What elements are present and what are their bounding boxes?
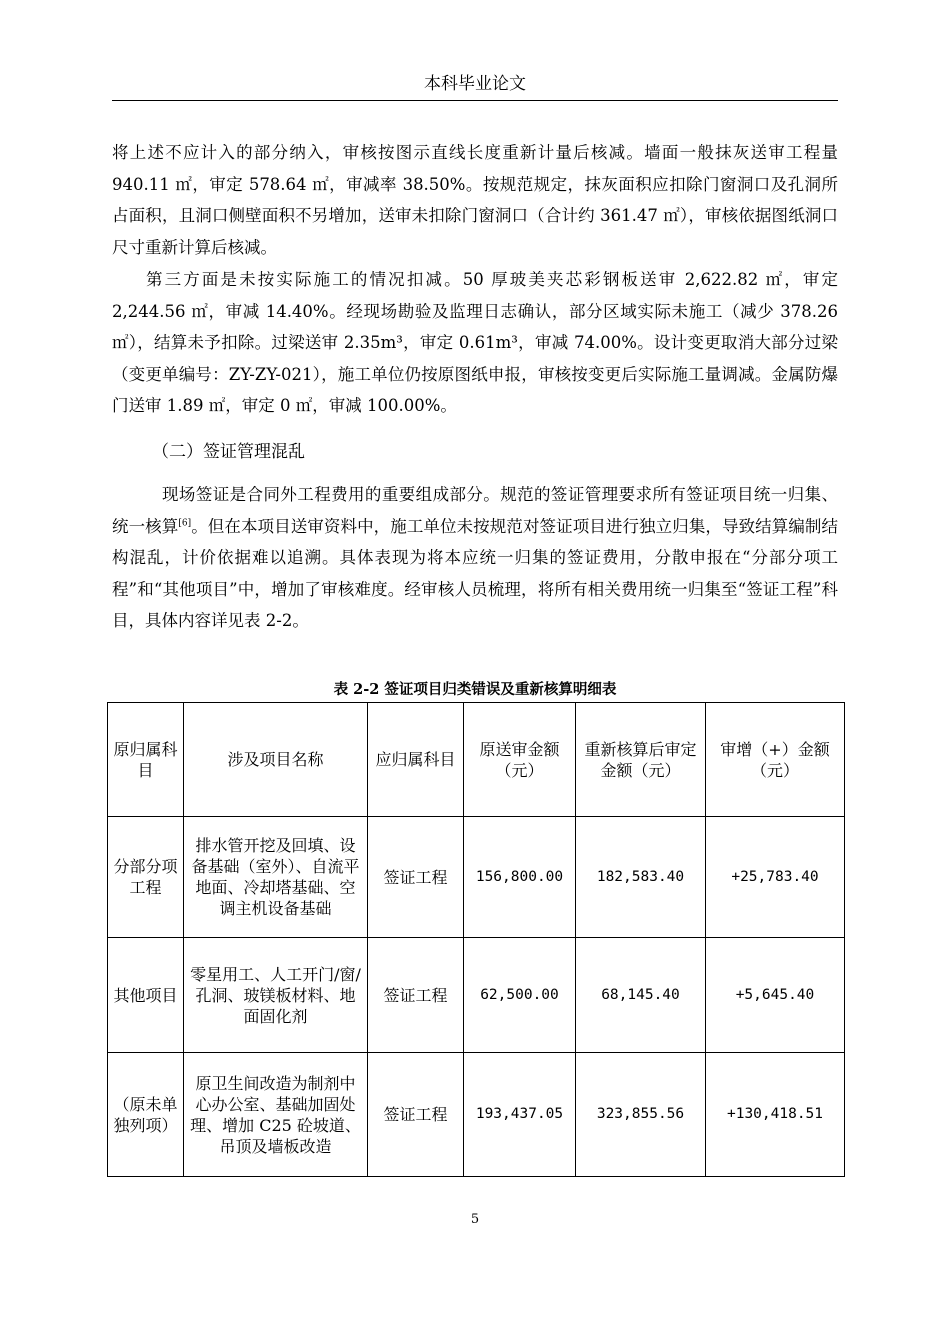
table-cell: 签证工程 <box>368 938 464 1053</box>
table-header-cell: 审增（+）金额（元） <box>706 703 845 817</box>
table-cell: 68,145.40 <box>576 938 706 1053</box>
paragraph-2: 第三方面是未按实际施工的情况扣减。50 厚玻美夹芯彩钢板送审 2,622.82 ㎡，审定 2,244.56 ㎡，审减 14.40%。经现场勘验及监理日志确认，部分区域实际未施工（减少 378.26 ㎡），结算未予扣除。过梁送审 2.35m³，审定 0.61m³，审减 74.00%。设计变更取消大部分过梁（变更单编号：ZY-ZY-021），施工单位仍按原图纸申报，审核按变更后实际施工量调减。金属防爆门送审 1.89 ㎡，审定 0 ㎡，审减 100.00%。 <box>112 270 839 416</box>
paragraph-3-part-a: 现场签证是合同外工程费用的重要组成部分。规范的签证管理要求所有签证项目统一归集、统一核算 <box>112 485 838 536</box>
table-header-cell: 涉及项目名称 <box>184 703 368 817</box>
table-row <box>108 938 845 1053</box>
table-header-cell: 原送审金额（元） <box>464 703 576 817</box>
table-cell: 签证工程 <box>368 817 464 938</box>
table-cell: 排水管开挖及回填、设备基础（室外）、自流平地面、冷却塔基础、空调主机设备基础 <box>184 817 368 938</box>
table-header-cell: 重新核算后审定金额（元） <box>576 703 706 817</box>
paragraph-3 <box>112 479 838 637</box>
table-header-row <box>108 703 845 817</box>
table-cell: 182,583.40 <box>576 817 706 938</box>
table-cell: 323,855.56 <box>576 1053 706 1177</box>
paragraph-3-part-b: 。但在本项目送审资料中，施工单位未按规范对签证项目进行独立归集，导致结算编制结构混乱，计价依据难以追溯。具体表现为将本应统一归集的签证费用，分散申报在“分部分项工程”和“其他项目”中，增加了审核难度。经审核人员梳理，将所有相关费用统一归集至“签证工程”科目，具体内容详见表 2-2。 <box>112 516 839 631</box>
table-header-cell: 应归属科目 <box>368 703 464 817</box>
table-cell: （原未单独列项） <box>108 1053 184 1177</box>
table-header-cell: 原归属科目 <box>108 703 184 817</box>
detail-table <box>107 702 845 1177</box>
table-cell: 分部分项工程 <box>108 817 184 938</box>
section-heading: （二）签证管理混乱 <box>152 442 305 462</box>
table-cell: +130,418.51 <box>706 1053 845 1177</box>
table-cell: +25,783.40 <box>706 817 845 938</box>
table-cell: 156,800.00 <box>464 817 576 938</box>
table-cell: 签证工程 <box>368 1053 464 1177</box>
page-header-title: 本科毕业论文 <box>424 74 526 94</box>
table-cell: +5,645.40 <box>706 938 845 1053</box>
table-cell: 其他项目 <box>108 938 184 1053</box>
table-caption: 表 2-2 签证项目归类错误及重新核算明细表 <box>333 681 617 698</box>
table-row <box>108 1053 845 1177</box>
table-cell: 零星用工、人工开门/窗/孔洞、玻镁板材料、地面固化剂 <box>184 938 368 1053</box>
table-cell: 62,500.00 <box>464 938 576 1053</box>
citation-reference: [6] <box>178 518 192 529</box>
table-row <box>108 817 845 938</box>
table-cell: 原卫生间改造为制剂中心办公室、基础加固处理、增加 C25 砼坡道、吊顶及墙板改造 <box>184 1053 368 1177</box>
table-cell: 193,437.05 <box>464 1053 576 1177</box>
paragraph-1: 将上述不应计入的部分纳入，审核按图示直线长度重新计量后核减。墙面一般抹灰送审工程量 940.11 ㎡，审定 578.64 ㎡，审减率 38.50%。按规范规定，抹灰面积应扣除门窗洞口及孔洞所占面积，且洞口侧壁面积不另增加，送审未扣除门窗洞口（合计约 361.47 ㎡），审核依据图纸洞口尺寸重新计算后核减。 <box>112 143 838 257</box>
header-divider <box>112 100 838 101</box>
page-number: 5 <box>470 1212 480 1227</box>
